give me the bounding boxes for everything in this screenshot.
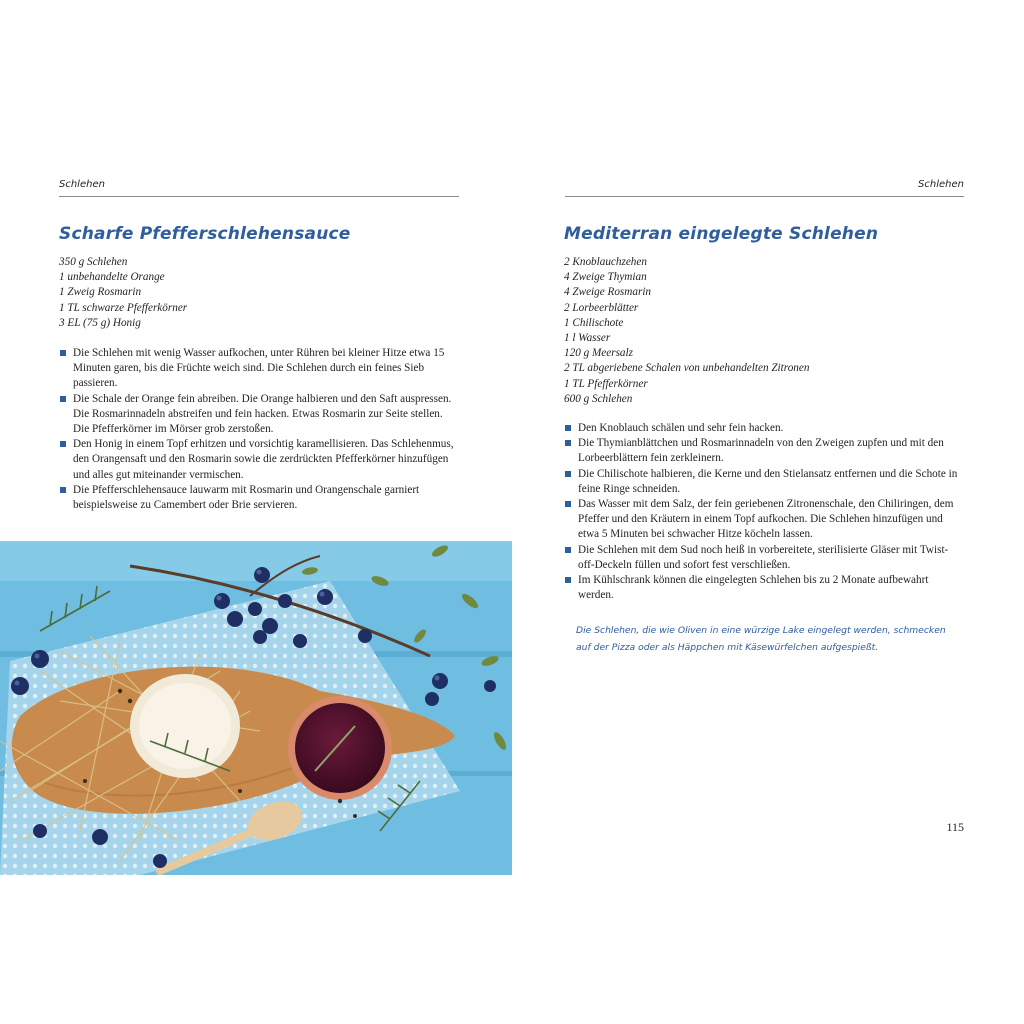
ingredient-item: 600 g Schlehen [564, 392, 633, 405]
step-item [564, 421, 964, 436]
bullet-square-icon [60, 350, 66, 356]
bullet-square-icon [60, 441, 66, 447]
ingredient-item: 4 Zweige Rosmarin [564, 286, 652, 299]
header-rule-right [565, 196, 964, 197]
ingredient-list-right [564, 255, 809, 407]
bullet-square-icon [565, 440, 571, 446]
ingredient-item: 3 EL (75 g) Honig [59, 316, 141, 329]
recipe-title-right: Mediterran eingelegte Schlehen [564, 224, 879, 244]
step-item [564, 436, 964, 466]
step-item [59, 346, 459, 392]
step-item [59, 437, 459, 483]
step-text: Die Schlehen mit dem Sud noch heiß in vorbereitete, sterilisierte Gläser mit Twist-off-Deckeln füllen und sofort fest verschließen. [578, 543, 949, 571]
food-photo [0, 541, 512, 875]
bullet-square-icon [565, 471, 571, 477]
step-list-right [564, 421, 964, 603]
ingredient-item: 120 g Meersalz [564, 347, 633, 360]
ingredient-list-left [59, 255, 187, 331]
step-text: Die Schlehen mit wenig Wasser aufkochen, unter Rühren bei kleiner Hitze etwa 15 Minuten garen, bis die Früchte weich sind. Die Schlehen durch ein feines Sieb passieren. [73, 347, 445, 390]
ingredient-item: 2 Lorbeerblätter [564, 301, 639, 314]
step-text: Den Knoblauch schälen und sehr fein hacken. [578, 422, 784, 434]
ingredient-item: 4 Zweige Thymian [564, 271, 647, 284]
serving-tip: Die Schlehen, die wie Oliven in eine würzige Lake eingelegt werden, schmecken auf der Pizza oder als Häppchen mit Käsewürfelchen aufgespießt. [576, 625, 946, 653]
ingredient-item: 1 TL schwarze Pfefferkörner [59, 301, 188, 314]
ingredient-item: 1 Chilischote [564, 316, 624, 329]
ingredient-item: 2 Knoblauchzehen [564, 256, 647, 268]
header-rule-left [59, 196, 459, 197]
running-head-right: Schlehen [918, 179, 964, 190]
step-item [564, 467, 964, 497]
step-text: Die Thymianblättchen und Rosmarinnadeln von den Zweigen zupfen und mit den Lorbeerblättern fein zerkleinern. [578, 437, 944, 465]
step-item [59, 392, 459, 438]
step-text: Das Wasser mit dem Salz, der fein geriebenen Zitronenschale, den Chiliringen, dem Pfeffer und den Kräutern in einem Topf aufkochen. Die Schlehen hinzufügen und etwa 5 Minuten bei schwacher Hitze köcheln lassen. [578, 498, 954, 541]
step-text: Im Kühlschrank können die eingelegten Schlehen bis zu 2 Monate aufbewahrt werden. [578, 574, 929, 602]
bullet-square-icon [565, 577, 571, 583]
step-text: Die Chilischote halbieren, die Kerne und den Stielansatz entfernen und die Schote in feine Ringe schneiden. [578, 467, 958, 495]
bullet-square-icon [565, 547, 571, 553]
step-text: Die Schale der Orange fein abreiben. Die Orange halbieren und den Saft auspressen. Die Rosmarinnadeln abstreifen und fein hacken. Etwas Rosmarin zur Seite stellen. Die Pfefferkörner im Mörser grob zerstoßen. [73, 392, 452, 436]
ingredient-item: 1 Zweig Rosmarin [59, 286, 142, 299]
bullet-square-icon [565, 501, 571, 507]
step-item [564, 543, 964, 573]
running-head-left: Schlehen [59, 179, 105, 190]
ingredient-item: 1 TL Pfefferkörner [564, 377, 648, 390]
step-text: Die Pfefferschlehensauce lauwarm mit Rosmarin und Orangenschale garniert beispielsweise zu Camembert oder Brie servieren. [73, 483, 420, 512]
bullet-square-icon [565, 425, 571, 431]
step-item [59, 483, 459, 513]
recipe-title-left: Scharfe Pfefferschlehensauce [59, 224, 351, 244]
step-text: Den Honig in einem Topf erhitzen und vorsichtig karamellisieren. Das Schlehenmus, den Orangensaft und den Rosmarin sowie die zerdrückten Pfefferkörner hinzufügen und alles gut miteinander vermischen. [73, 438, 454, 481]
ingredient-item: 1 l Wasser [564, 332, 611, 345]
page-number: 115 [946, 820, 964, 834]
ingredient-item: 2 TL abgeriebene Schalen von unbehandelten Zitronen [564, 362, 810, 375]
bullet-square-icon [60, 487, 66, 493]
bullet-square-icon [60, 396, 66, 402]
step-item [564, 573, 964, 603]
ingredient-item: 1 unbehandelte Orange [59, 271, 165, 284]
ingredient-item: 350 g Schlehen [59, 256, 128, 268]
step-list-left [59, 346, 459, 513]
step-item [564, 497, 964, 543]
right-page [512, 0, 1024, 1024]
